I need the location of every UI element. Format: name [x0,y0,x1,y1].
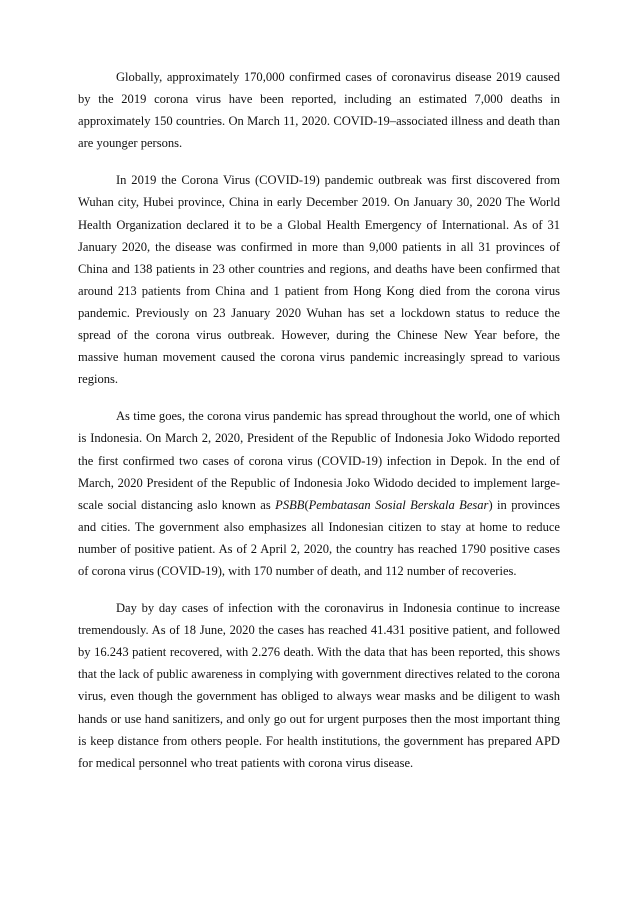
paragraph-text-segment: ( [304,497,309,512]
paragraph-daily-cases: Day by day cases of infection with the coronavirus in Indonesia continue to increase tremendously. As of 18 June, 2020 the cases has reached 41.431 positive patient, and followed by 16.243 patient recovered, with 2.276 death. With the data that has been reported, this shows that the lack of public awareness in complying with government directives related to the corona virus, even though the government has obliged to always wear masks and be diligent to wash hands or use hand sanitizers, and only go out for urgent purposes then the most important thing is keep distance from others people. For health institutions, the government has prepared APD for medical personnel who treat patients with corona virus disease. [78,601,560,770]
document-body [78,66,560,789]
psbb-full-name: Pembatasan Sosial Berskala Besar [308,497,489,512]
paragraph-wuhan-outbreak: In 2019 the Corona Virus (COVID-19) pandemic outbreak was first discovered from Wuhan city, Hubei province, China in early December 2019. On January 30, 2020 The World Health Organization declared it to be a Global Health Emergency of International. As of 31 January 2020, the disease was confirmed in more than 9,000 patients in all 31 provinces of China and 138 patients in 23 other countries and regions, and deaths have been confirmed that around 213 patients from China and 1 patient from Hong Kong died from the corona virus pandemic. Previously on 23 January 2020 Wuhan has set a lockdown status to reduce the spread of the corona virus outbreak. However, during the Chinese New Year before, the massive human movement caused the corona virus pandemic increasingly spread to various regions. [78,173,560,387]
paragraph-indonesia-spread [78,405,560,582]
psbb-abbreviation: PSBB [275,497,305,512]
paragraph-global-cases: Globally, approximately 170,000 confirmed cases of coronavirus disease 2019 caused by the 2019 corona virus have been reported, including an estimated 7,000 deaths in approximately 150 countries. On March 11, 2020. COVID-19–associated illness and death than are younger persons. [78,70,560,151]
paragraph-text-segment: As time goes, the corona virus pandemic has spread throughout the world, one of which is Indonesia. On March 2, 2020, President of the Republic of Indonesia Joko Widodo reported the first confirmed two cases of corona virus (COVID-19) infection in Depok. In the end of March, 2020 President of the Republic of Indonesia Joko Widodo decided to implement large-scale social distancing aslo known as [78,409,560,512]
paragraph-text-segment: ) in provinces and cities. The government also emphasizes all Indonesian citizen to stay at home to reduce number of positive patient. As of 2 April 2, 2020, the country has reached 1790 positive cases of corona virus (COVID-19), with 170 number of death, and 112 number of recoveries. [78,497,560,578]
